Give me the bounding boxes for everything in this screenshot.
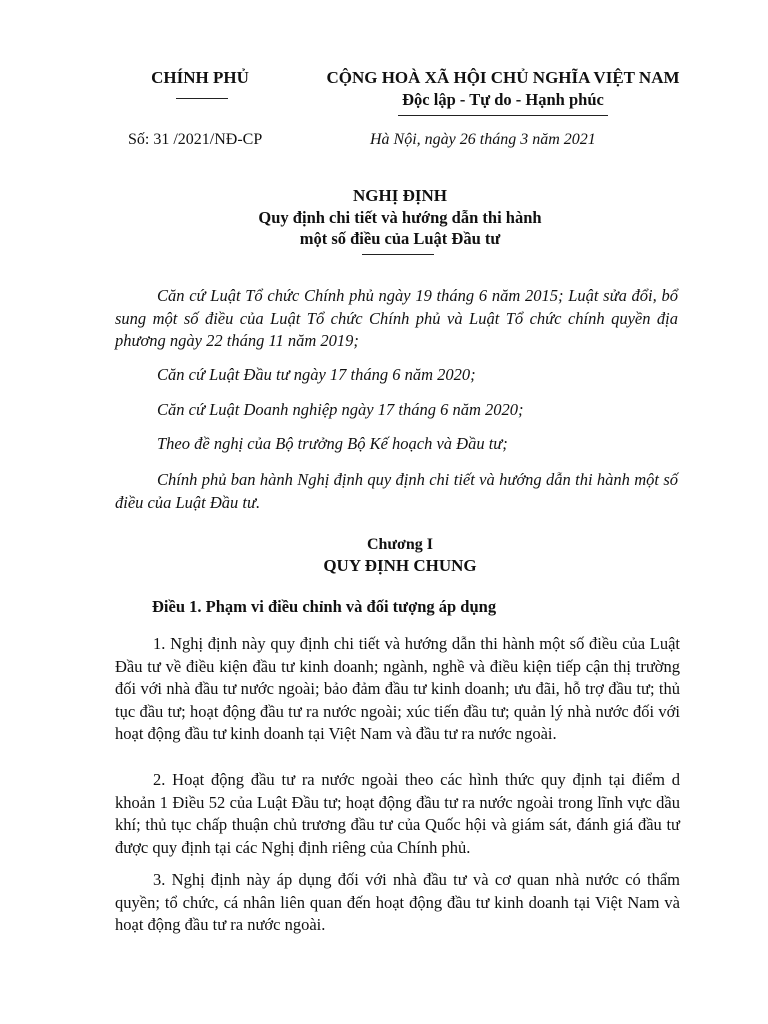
preamble-paragraph: Căn cứ Luật Tổ chức Chính phủ ngày 19 tháng 6 năm 2015; Luật sửa đổi, bổ sung một số điều của Luật Tổ chức Chính phủ và Luật Tổ chức chính quyền địa phương ngày 22 tháng 11 năm 2019; — [115, 286, 678, 350]
preamble-paragraph: Theo đề nghị của Bộ trưởng Bộ Kế hoạch và Đầu tư; — [157, 434, 508, 453]
agency-underline — [176, 98, 228, 99]
motto-underline — [398, 115, 608, 116]
article-paragraph: 2. Hoạt động đầu tư ra nước ngoài theo các hình thức quy định tại điểm d khoản 1 Điều 52 của Luật Đầu tư; hoạt động đầu tư ra nước ngoài trong lĩnh vực dầu khí; thủ tục chấp thuận chủ trương đầu tư của Quốc hội và giám sát, đánh giá đầu tư được quy định tại các Nghị định riêng của Chính phủ. — [115, 770, 680, 857]
title-line-1: Quy định chi tiết và hướng dẫn thi hành — [258, 208, 542, 227]
article-paragraph: 1. Nghị định này quy định chi tiết và hướng dẫn thi hành một số điều của Luật Đầu tư về điều kiện đầu tư kinh doanh; ngành, nghề và điều kiện tiếp cận thị trường đối với nhà đầu tư nước ngoài; bảo đảm đầu tư kinh doanh; ưu đãi, hỗ trợ đầu tư; thủ tục đầu tư; hoạt động đầu tư ra nước ngoài; xúc tiến đầu tư; quản lý nhà nước đối với hoạt động đầu tư kinh doanh tại Việt Nam và đầu tư ra nước ngoài. — [115, 634, 680, 743]
place-date: Hà Nội, ngày 26 tháng 3 năm 2021 — [370, 131, 596, 148]
document-number: Số: 31 /2021/NĐ-CP — [128, 131, 263, 148]
document-type: NGHỊ ĐỊNH — [353, 186, 447, 205]
article-paragraph: 3. Nghị định này áp dụng đối với nhà đầu tư và cơ quan nhà nước có thẩm quyền; tổ chức, cá nhân liên quan đến hoạt động đầu tư kinh doanh tại Việt Nam và hoạt động đầu tư ra nước ngoài. — [115, 870, 680, 934]
chapter-title: QUY ĐỊNH CHUNG — [323, 556, 477, 575]
article-heading: Điều 1. Phạm vi điều chỉnh và đối tượng áp dụng — [152, 597, 497, 616]
preamble-paragraph: Chính phủ ban hành Nghị định quy định chi tiết và hướng dẫn thi hành một số điều của Luật Đầu tư. — [115, 470, 678, 512]
national-motto: Độc lập - Tự do - Hạnh phúc — [402, 90, 604, 109]
title-line-2: một số điều của Luật Đầu tư — [299, 229, 501, 248]
chapter-number: Chương I — [366, 536, 434, 553]
issuing-agency: CHÍNH PHỦ — [151, 68, 249, 87]
preamble-paragraph: Căn cứ Luật Doanh nghiệp ngày 17 tháng 6 năm 2020; — [157, 400, 524, 419]
title-underline — [362, 254, 434, 255]
preamble-paragraph: Căn cứ Luật Đầu tư ngày 17 tháng 6 năm 2020; — [157, 365, 476, 384]
republic-title: CỘNG HOÀ XÃ HỘI CHỦ NGHĨA VIỆT NAM — [326, 68, 680, 87]
